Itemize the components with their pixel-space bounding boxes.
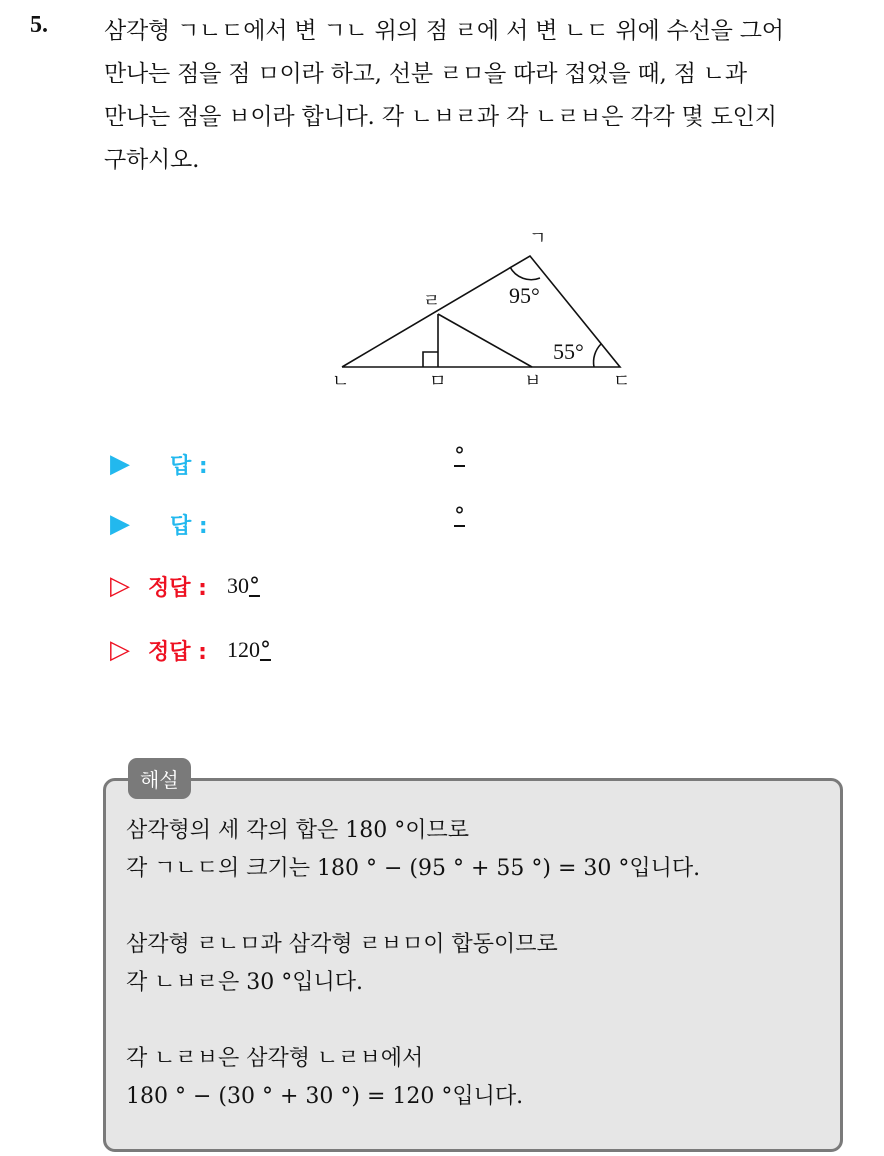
question-number: 5. <box>30 12 48 38</box>
vertex-label-m: ㅁ <box>429 371 447 392</box>
right-angle-mark <box>423 352 438 367</box>
question-text <box>104 10 864 182</box>
angle-label-g: 95° <box>509 283 540 308</box>
vertex-label-n: ㄴ <box>332 371 350 392</box>
answer-row-2 <box>110 504 465 544</box>
answer-degree-slot[interactable]: ° <box>454 504 465 529</box>
correct-value: 120 <box>226 637 260 662</box>
explanation-line <box>126 1002 826 1040</box>
explanation-text <box>126 812 826 1116</box>
correct-label: 정답 : <box>148 639 207 665</box>
explanation-line: 삼각형 ㄹㄴㅁ과 삼각형 ㄹㅂㅁ이 합동이므로 <box>126 932 558 957</box>
question-line: 만나는 점을 ㅂ이라 합니다. 각 ㄴㅂㄹ과 각 ㄴㄹㅂ은 각각 몇 도인지 <box>104 104 777 130</box>
vertex-label-b: ㅂ <box>524 371 542 392</box>
answer-row-1 <box>110 444 465 484</box>
angle-arc-d <box>594 344 601 367</box>
correct-value: 30 <box>226 573 249 598</box>
fold-line-rb <box>438 314 532 367</box>
explanation-line <box>126 888 826 926</box>
correct-answer-row-2 <box>110 630 271 670</box>
vertex-label-r: ㄹ <box>423 291 441 312</box>
question-line: 만나는 점을 점 ㅁ이라 하고, 선분 ㄹㅁ을 따라 접었을 때, 점 ㄴ과 <box>104 61 747 87</box>
angle-label-d: 55° <box>553 339 584 364</box>
explanation-line: 각 ㄴㄹㅂ은 삼각형 ㄴㄹㅂ에서 <box>126 1046 424 1071</box>
correct-arrow-icon: ▷ <box>110 635 130 665</box>
answer-degree-slot[interactable]: ° <box>454 444 465 469</box>
angle-arc-g <box>510 267 540 280</box>
question-line: 구하시오. <box>104 147 200 173</box>
question-line: 삼각형 ㄱㄴㄷ에서 변 ㄱㄴ 위의 점 ㄹ에 서 변 ㄴㄷ 위에 수선을 그어 <box>104 18 784 44</box>
vertex-label-g: ㄱ <box>529 228 547 249</box>
answer-arrow-icon: ▶ <box>110 449 130 479</box>
explanation-line: 각 ㄴㅂㄹ은 30 °입니다. <box>126 970 363 995</box>
explanation-line: 각 ㄱㄴㄷ의 크기는 180 ° − (95 ° + 55 °) = 30 °입니다. <box>126 856 701 881</box>
triangle-figure <box>320 220 650 400</box>
explanation-line: 180 ° − (30 ° + 30 °) = 120 °입니다. <box>126 1084 524 1109</box>
correct-arrow-icon: ▷ <box>110 571 130 601</box>
correct-unit: ° <box>248 573 260 599</box>
correct-answer-row-1 <box>110 566 260 606</box>
answer-label: 답 : <box>170 513 208 539</box>
explanation-tab: 해설 <box>128 758 191 799</box>
answer-label: 답 : <box>170 453 208 479</box>
correct-unit: ° <box>259 637 271 663</box>
explanation-line: 삼각형의 세 각의 합은 180 °이므로 <box>126 818 469 843</box>
answer-arrow-icon: ▶ <box>110 509 130 539</box>
vertex-label-d: ㄷ <box>613 371 631 392</box>
correct-label: 정답 : <box>148 575 207 601</box>
